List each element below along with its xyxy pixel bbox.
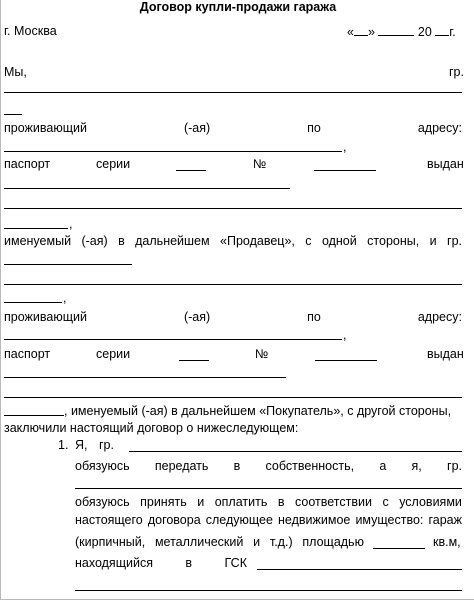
item-word: ГСК <box>224 556 247 570</box>
city-label: г. Москва <box>4 24 57 38</box>
item-word: я, <box>411 459 422 473</box>
item-word: площадью <box>302 535 364 549</box>
item-word: гр. <box>447 459 462 473</box>
item-word: т.д.) <box>269 535 293 549</box>
item1-property-row <box>75 513 462 527</box>
buyer-address-row <box>4 310 462 324</box>
item-word: в <box>233 459 241 473</box>
item-word: в <box>185 556 193 570</box>
residing-word: адресу: <box>417 121 462 135</box>
residing-word: (-ая) <box>183 310 211 324</box>
area-unit: кв.м, <box>433 535 461 549</box>
item1-type-row <box>75 535 364 549</box>
residing-word: (-ая) <box>183 121 211 135</box>
clause-word: и <box>429 234 437 248</box>
clause-word: именуемый <box>4 234 72 248</box>
item-word: в <box>277 495 285 509</box>
item-word: с <box>382 495 389 509</box>
buyer-clause-line2: заключили настоящий договор о нижеследующем: <box>4 421 299 435</box>
buyer-series-blank[interactable] <box>179 360 209 361</box>
seller-name-line-end[interactable] <box>4 114 22 115</box>
item-word: принять <box>140 495 187 509</box>
item-word: договора <box>147 513 201 527</box>
clause-word: дальнейшем <box>135 234 210 248</box>
seller-address-row <box>4 121 462 135</box>
gsk-name-line[interactable] <box>257 569 462 570</box>
item-word: недвижимое <box>278 513 351 527</box>
residing-word: по <box>307 310 321 324</box>
residing-word: по <box>307 121 321 135</box>
buyer-number-blank[interactable] <box>315 360 377 361</box>
seller-clause-row <box>4 234 462 248</box>
item-word: соответствии <box>294 495 372 509</box>
comma: , <box>343 140 347 154</box>
item-word: следующее <box>205 513 273 527</box>
item1-transfer-row <box>75 459 462 473</box>
item1-seller-name-line[interactable] <box>129 451 462 452</box>
clause-word: «Продавец», <box>220 234 295 248</box>
number-sign: № <box>253 157 267 171</box>
residing-word: проживающий <box>4 310 87 324</box>
item-word: и <box>253 535 261 549</box>
year-blank[interactable] <box>435 24 449 36</box>
date-field <box>347 24 456 39</box>
buyer-name-line-2[interactable] <box>4 284 462 285</box>
item1-buyer-name-line[interactable] <box>75 488 462 489</box>
we-label: Мы, <box>4 65 27 79</box>
buyer-name-line[interactable] <box>4 264 132 265</box>
year-suffix: г. <box>449 25 456 39</box>
item-word: имущество: <box>355 513 424 527</box>
gr-label: гр. <box>449 65 464 79</box>
seller-issued-date-line[interactable] <box>4 228 68 229</box>
item-word: находящийся <box>75 556 153 570</box>
passport-label: паспорт <box>4 157 51 171</box>
item1-accept-row <box>75 495 462 509</box>
buyer-issued-date-line[interactable] <box>4 415 64 416</box>
document-title: Договор купли-продажи гаража <box>139 0 337 14</box>
area-blank[interactable] <box>373 548 425 549</box>
item-word: обязуюсь <box>75 495 130 509</box>
gsk-address-line[interactable] <box>75 590 462 591</box>
clause-word: в <box>118 234 125 248</box>
item-word: обязуюсь <box>75 459 130 473</box>
seller-issued-line[interactable] <box>4 188 290 189</box>
date-open-quote: « <box>347 25 354 39</box>
item1-gr: гр. <box>99 438 114 452</box>
item1-i: Я, <box>75 438 88 452</box>
issued-label: выдан <box>427 157 464 171</box>
seller-issued-line-2[interactable] <box>4 208 462 209</box>
item-word: оплатить <box>214 495 268 509</box>
issued-label: выдан <box>427 347 464 361</box>
seller-address-line[interactable] <box>4 151 342 152</box>
item1-location-row <box>75 556 247 570</box>
item-word: (кирпичный, <box>75 535 146 549</box>
item-word: собственность, <box>265 459 355 473</box>
item-word: металлический <box>154 535 244 549</box>
clause-word: (-ая) <box>81 234 108 248</box>
item-word: передать <box>154 459 209 473</box>
seller-number-blank[interactable] <box>314 170 376 171</box>
clause-word: стороны, <box>367 234 420 248</box>
number-sign: № <box>255 347 269 361</box>
clause-word: одной <box>321 234 357 248</box>
day-blank[interactable] <box>354 24 368 36</box>
comma: , <box>63 291 67 305</box>
buyer-name-line-end[interactable] <box>4 302 62 303</box>
item-word: условиями <box>399 495 462 509</box>
month-blank[interactable] <box>378 24 414 36</box>
item-number: 1. <box>58 438 69 452</box>
residing-word: проживающий <box>4 121 87 135</box>
seller-name-line[interactable] <box>4 92 462 93</box>
buyer-issued-line[interactable] <box>4 377 286 378</box>
year-prefix: 20 <box>417 25 432 39</box>
seller-series-blank[interactable] <box>176 170 206 171</box>
residing-word: адресу: <box>417 310 462 324</box>
series-label: серии <box>96 157 131 171</box>
clause-word: гр. <box>447 234 462 248</box>
comma: , <box>343 328 347 342</box>
item-word: гараж <box>428 513 462 527</box>
clause-word: с <box>305 234 312 248</box>
passport-label: паспорт <box>4 347 51 361</box>
series-label: серии <box>96 347 131 361</box>
buyer-clause-line1: , именуемый (-ая) в дальнейшем «Покупатель», с другой стороны, <box>64 404 452 418</box>
buyer-issued-line-2[interactable] <box>4 397 462 398</box>
item-word: а <box>379 459 387 473</box>
item-word: и <box>197 495 205 509</box>
comma: , <box>69 217 73 231</box>
buyer-address-line[interactable] <box>4 339 342 340</box>
item-word: настоящего <box>75 513 143 527</box>
date-close-quote: » <box>367 25 375 39</box>
